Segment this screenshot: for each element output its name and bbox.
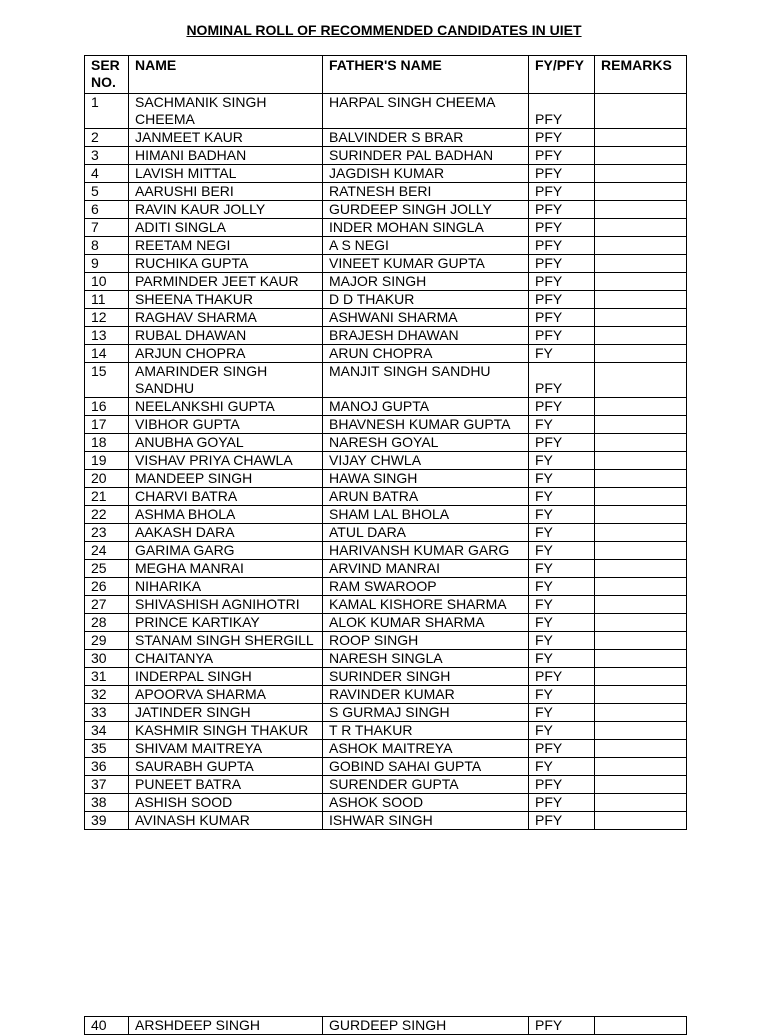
cell-ser-no: 34 (85, 722, 129, 740)
table-row (85, 398, 687, 416)
cell-fy-pfy: FY (529, 650, 595, 668)
cell-fathers-name: RAVINDER KUMAR (323, 686, 529, 704)
table-row (85, 309, 687, 327)
cell-name: AMARINDER SINGH SANDHU (129, 363, 323, 398)
table-row (85, 524, 687, 542)
table-row (85, 758, 687, 776)
cell-fy-pfy: PFY (529, 1017, 595, 1035)
cell-ser-no: 4 (85, 165, 129, 183)
cell-name: PRINCE KARTIKAY (129, 614, 323, 632)
cell-name: CHAITANYA (129, 650, 323, 668)
cell-fathers-name: HARPAL SINGH CHEEMA (323, 94, 529, 129)
cell-remarks (595, 219, 687, 237)
cell-fy-pfy: PFY (529, 363, 595, 398)
cell-ser-no: 17 (85, 416, 129, 434)
cell-fy-pfy: FY (529, 560, 595, 578)
cell-name: RAVIN KAUR JOLLY (129, 201, 323, 219)
cell-ser-no: 3 (85, 147, 129, 165)
cell-fy-pfy: FY (529, 345, 595, 363)
cell-name: ASHMA BHOLA (129, 506, 323, 524)
cell-ser-no: 39 (85, 812, 129, 830)
cell-fathers-name: GOBIND SAHAI GUPTA (323, 758, 529, 776)
table-row (85, 165, 687, 183)
table-row (85, 201, 687, 219)
cell-ser-no: 23 (85, 524, 129, 542)
cell-ser-no: 16 (85, 398, 129, 416)
cell-name: MANDEEP SINGH (129, 470, 323, 488)
table-row (85, 488, 687, 506)
cell-ser-no: 29 (85, 632, 129, 650)
cell-name: NEELANKSHI GUPTA (129, 398, 323, 416)
cell-remarks (595, 183, 687, 201)
cell-fy-pfy: PFY (529, 776, 595, 794)
table-row (85, 273, 687, 291)
cell-fy-pfy: PFY (529, 129, 595, 147)
cell-fathers-name: T R THAKUR (323, 722, 529, 740)
cell-fathers-name: SHAM LAL BHOLA (323, 506, 529, 524)
cell-remarks (595, 309, 687, 327)
cell-fy-pfy: PFY (529, 147, 595, 165)
cell-name: SHIVASHISH AGNIHOTRI (129, 596, 323, 614)
cell-fathers-name: VIJAY CHWLA (323, 452, 529, 470)
cell-fathers-name: HARIVANSH KUMAR GARG (323, 542, 529, 560)
table-row (85, 94, 687, 129)
cell-fathers-name: SURINDER SINGH (323, 668, 529, 686)
cell-remarks (595, 524, 687, 542)
cell-name: MEGHA MANRAI (129, 560, 323, 578)
table-row (85, 632, 687, 650)
cell-fathers-name: SURENDER GUPTA (323, 776, 529, 794)
cell-ser-no: 12 (85, 309, 129, 327)
cell-remarks (595, 758, 687, 776)
cell-name: SAURABH GUPTA (129, 758, 323, 776)
cell-remarks (595, 668, 687, 686)
cell-name: VISHAV PRIYA CHAWLA (129, 452, 323, 470)
cell-remarks (595, 291, 687, 309)
cell-name: HIMANI BADHAN (129, 147, 323, 165)
cell-ser-no: 38 (85, 794, 129, 812)
cell-fathers-name: ISHWAR SINGH (323, 812, 529, 830)
cell-name: SHEENA THAKUR (129, 291, 323, 309)
table-row (85, 650, 687, 668)
cell-ser-no: 2 (85, 129, 129, 147)
cell-fy-pfy: FY (529, 416, 595, 434)
header-ser-no: SER NO. (85, 56, 129, 94)
cell-fathers-name: BHAVNESH KUMAR GUPTA (323, 416, 529, 434)
cell-fathers-name: ASHOK MAITREYA (323, 740, 529, 758)
cell-name: ANUBHA GOYAL (129, 434, 323, 452)
table-row (85, 452, 687, 470)
cell-fathers-name: BRAJESH DHAWAN (323, 327, 529, 345)
table-row (85, 345, 687, 363)
cell-remarks (595, 165, 687, 183)
cell-remarks (595, 650, 687, 668)
cell-fathers-name: ALOK KUMAR SHARMA (323, 614, 529, 632)
document-title: NOMINAL ROLL OF RECOMMENDED CANDIDATES IN UIET (186, 22, 582, 38)
cell-ser-no: 24 (85, 542, 129, 560)
table-row (85, 147, 687, 165)
cell-fathers-name: ARUN CHOPRA (323, 345, 529, 363)
cell-remarks (595, 255, 687, 273)
cell-name: AARUSHI BERI (129, 183, 323, 201)
table-row (85, 327, 687, 345)
cell-ser-no: 19 (85, 452, 129, 470)
cell-remarks (595, 704, 687, 722)
cell-fy-pfy: PFY (529, 183, 595, 201)
cell-name: REETAM NEGI (129, 237, 323, 255)
cell-name: VIBHOR GUPTA (129, 416, 323, 434)
cell-remarks (595, 363, 687, 398)
cell-ser-no: 15 (85, 363, 129, 398)
cell-name: JATINDER SINGH (129, 704, 323, 722)
cell-fathers-name: SURINDER PAL BADHAN (323, 147, 529, 165)
cell-ser-no: 33 (85, 704, 129, 722)
cell-fathers-name: VINEET KUMAR GUPTA (323, 255, 529, 273)
table-row (85, 291, 687, 309)
cell-fy-pfy: FY (529, 488, 595, 506)
cell-remarks (595, 327, 687, 345)
cell-fathers-name: MANOJ GUPTA (323, 398, 529, 416)
cell-name: AVINASH KUMAR (129, 812, 323, 830)
cell-fy-pfy: PFY (529, 668, 595, 686)
cell-fathers-name: MANJIT SINGH SANDHU (323, 363, 529, 398)
continuation-table (84, 1016, 687, 1035)
cell-fy-pfy: PFY (529, 327, 595, 345)
cell-remarks (595, 237, 687, 255)
cell-name: AAKASH DARA (129, 524, 323, 542)
cell-name: APOORVA SHARMA (129, 686, 323, 704)
cell-remarks (595, 740, 687, 758)
cell-fathers-name: ASHOK SOOD (323, 794, 529, 812)
cell-ser-no: 20 (85, 470, 129, 488)
table-row (85, 704, 687, 722)
cell-ser-no: 14 (85, 345, 129, 363)
table-row (85, 255, 687, 273)
table-row (85, 434, 687, 452)
cell-name: PARMINDER JEET KAUR (129, 273, 323, 291)
table-row (85, 614, 687, 632)
cell-name: CHARVI BATRA (129, 488, 323, 506)
cell-fy-pfy: FY (529, 470, 595, 488)
cell-remarks (595, 398, 687, 416)
cell-fathers-name: BALVINDER S BRAR (323, 129, 529, 147)
cell-fy-pfy: PFY (529, 309, 595, 327)
header-fy-pfy: FY/PFY (529, 56, 595, 94)
cell-fy-pfy: PFY (529, 273, 595, 291)
cell-remarks (595, 470, 687, 488)
cell-remarks (595, 506, 687, 524)
table-row (85, 219, 687, 237)
cell-ser-no: 27 (85, 596, 129, 614)
cell-ser-no: 8 (85, 237, 129, 255)
table-row (85, 183, 687, 201)
cell-remarks (595, 129, 687, 147)
cell-ser-no: 32 (85, 686, 129, 704)
cell-fathers-name: RAM SWAROOP (323, 578, 529, 596)
cell-remarks (595, 614, 687, 632)
cell-name: KASHMIR SINGH THAKUR (129, 722, 323, 740)
cell-fathers-name: ATUL DARA (323, 524, 529, 542)
cell-fy-pfy: FY (529, 758, 595, 776)
cell-ser-no: 30 (85, 650, 129, 668)
cell-ser-no: 6 (85, 201, 129, 219)
cell-fy-pfy: PFY (529, 291, 595, 309)
cell-remarks (595, 488, 687, 506)
cell-fy-pfy: FY (529, 722, 595, 740)
table-row (85, 578, 687, 596)
cell-ser-no: 25 (85, 560, 129, 578)
cell-fy-pfy: PFY (529, 165, 595, 183)
cell-fy-pfy: FY (529, 542, 595, 560)
cell-fathers-name: D D THAKUR (323, 291, 529, 309)
cell-ser-no: 9 (85, 255, 129, 273)
cell-fathers-name: GURDEEP SINGH (323, 1017, 529, 1035)
cell-fy-pfy: FY (529, 578, 595, 596)
cell-fathers-name: HAWA SINGH (323, 470, 529, 488)
cell-ser-no: 1 (85, 94, 129, 129)
cell-fy-pfy: FY (529, 614, 595, 632)
cell-ser-no: 21 (85, 488, 129, 506)
cell-remarks (595, 201, 687, 219)
header-fathers-name: FATHER'S NAME (323, 56, 529, 94)
header-row (85, 56, 687, 94)
cell-fy-pfy: PFY (529, 255, 595, 273)
cell-remarks (595, 542, 687, 560)
cell-fy-pfy: PFY (529, 740, 595, 758)
cell-remarks (595, 416, 687, 434)
cell-remarks (595, 1017, 687, 1035)
table-row (85, 596, 687, 614)
cell-fy-pfy: FY (529, 524, 595, 542)
table-row (85, 129, 687, 147)
cell-name: GARIMA GARG (129, 542, 323, 560)
cell-ser-no: 5 (85, 183, 129, 201)
cell-remarks (595, 632, 687, 650)
cell-ser-no: 13 (85, 327, 129, 345)
cell-remarks (595, 560, 687, 578)
cell-fathers-name: KAMAL KISHORE SHARMA (323, 596, 529, 614)
cell-ser-no: 22 (85, 506, 129, 524)
table-row (85, 776, 687, 794)
cell-remarks (595, 578, 687, 596)
cell-remarks (595, 722, 687, 740)
cell-fathers-name: S GURMAJ SINGH (323, 704, 529, 722)
candidates-table (84, 55, 687, 830)
cell-remarks (595, 794, 687, 812)
cell-fathers-name: GURDEEP SINGH JOLLY (323, 201, 529, 219)
cell-fathers-name: NARESH SINGLA (323, 650, 529, 668)
cell-ser-no: 36 (85, 758, 129, 776)
cell-name: ADITI SINGLA (129, 219, 323, 237)
cell-ser-no: 10 (85, 273, 129, 291)
table-row (85, 363, 687, 398)
cell-ser-no: 18 (85, 434, 129, 452)
table-row (85, 794, 687, 812)
cell-ser-no: 37 (85, 776, 129, 794)
table-row (85, 237, 687, 255)
cell-name: SHIVAM MAITREYA (129, 740, 323, 758)
cell-remarks (595, 147, 687, 165)
cell-fathers-name: ASHWANI SHARMA (323, 309, 529, 327)
cell-name: JANMEET KAUR (129, 129, 323, 147)
cell-fy-pfy: FY (529, 686, 595, 704)
cell-remarks (595, 273, 687, 291)
cell-ser-no: 11 (85, 291, 129, 309)
cell-fy-pfy: PFY (529, 398, 595, 416)
cell-fathers-name: ROOP SINGH (323, 632, 529, 650)
cell-fy-pfy: PFY (529, 201, 595, 219)
cell-fathers-name: NARESH GOYAL (323, 434, 529, 452)
cell-fathers-name: MAJOR SINGH (323, 273, 529, 291)
cell-name: RUBAL DHAWAN (129, 327, 323, 345)
cell-name: ARJUN CHOPRA (129, 345, 323, 363)
cell-name: NIHARIKA (129, 578, 323, 596)
cell-ser-no: 31 (85, 668, 129, 686)
table-row (85, 686, 687, 704)
cell-remarks (595, 812, 687, 830)
cell-fy-pfy: FY (529, 704, 595, 722)
cell-ser-no: 40 (85, 1017, 129, 1035)
cell-fathers-name: A S NEGI (323, 237, 529, 255)
table-row (85, 740, 687, 758)
cell-fy-pfy: PFY (529, 794, 595, 812)
cell-remarks (595, 345, 687, 363)
cell-fathers-name: ARUN BATRA (323, 488, 529, 506)
cell-remarks (595, 452, 687, 470)
table-row (85, 506, 687, 524)
cell-name: PUNEET BATRA (129, 776, 323, 794)
cell-name: RAGHAV SHARMA (129, 309, 323, 327)
table-row (85, 560, 687, 578)
cell-fy-pfy: FY (529, 632, 595, 650)
cell-remarks (595, 596, 687, 614)
cell-fy-pfy: FY (529, 596, 595, 614)
header-remarks: REMARKS (595, 56, 687, 94)
table-row (85, 1017, 687, 1035)
cell-fathers-name: JAGDISH KUMAR (323, 165, 529, 183)
cell-name: SACHMANIK SINGH CHEEMA (129, 94, 323, 129)
table-row (85, 722, 687, 740)
table-row (85, 542, 687, 560)
cell-ser-no: 35 (85, 740, 129, 758)
cell-remarks (595, 434, 687, 452)
cell-name: INDERPAL SINGH (129, 668, 323, 686)
cell-ser-no: 28 (85, 614, 129, 632)
cell-fathers-name: RATNESH BERI (323, 183, 529, 201)
cell-fy-pfy: FY (529, 506, 595, 524)
header-name: NAME (129, 56, 323, 94)
cell-fathers-name: INDER MOHAN SINGLA (323, 219, 529, 237)
cell-fy-pfy: FY (529, 452, 595, 470)
cell-name: LAVISH MITTAL (129, 165, 323, 183)
table-row (85, 470, 687, 488)
cell-name: ASHISH SOOD (129, 794, 323, 812)
cell-fy-pfy: PFY (529, 434, 595, 452)
cell-name: RUCHIKA GUPTA (129, 255, 323, 273)
cell-fy-pfy: PFY (529, 237, 595, 255)
cell-remarks (595, 776, 687, 794)
cell-fathers-name: ARVIND MANRAI (323, 560, 529, 578)
table-row (85, 416, 687, 434)
table-row (85, 812, 687, 830)
table-row (85, 668, 687, 686)
cell-fy-pfy: PFY (529, 812, 595, 830)
cell-fy-pfy: PFY (529, 94, 595, 129)
cell-fy-pfy: PFY (529, 219, 595, 237)
cell-remarks (595, 686, 687, 704)
cell-remarks (595, 94, 687, 129)
cell-name: STANAM SINGH SHERGILL (129, 632, 323, 650)
cell-ser-no: 26 (85, 578, 129, 596)
cell-name: ARSHDEEP SINGH (129, 1017, 323, 1035)
cell-ser-no: 7 (85, 219, 129, 237)
